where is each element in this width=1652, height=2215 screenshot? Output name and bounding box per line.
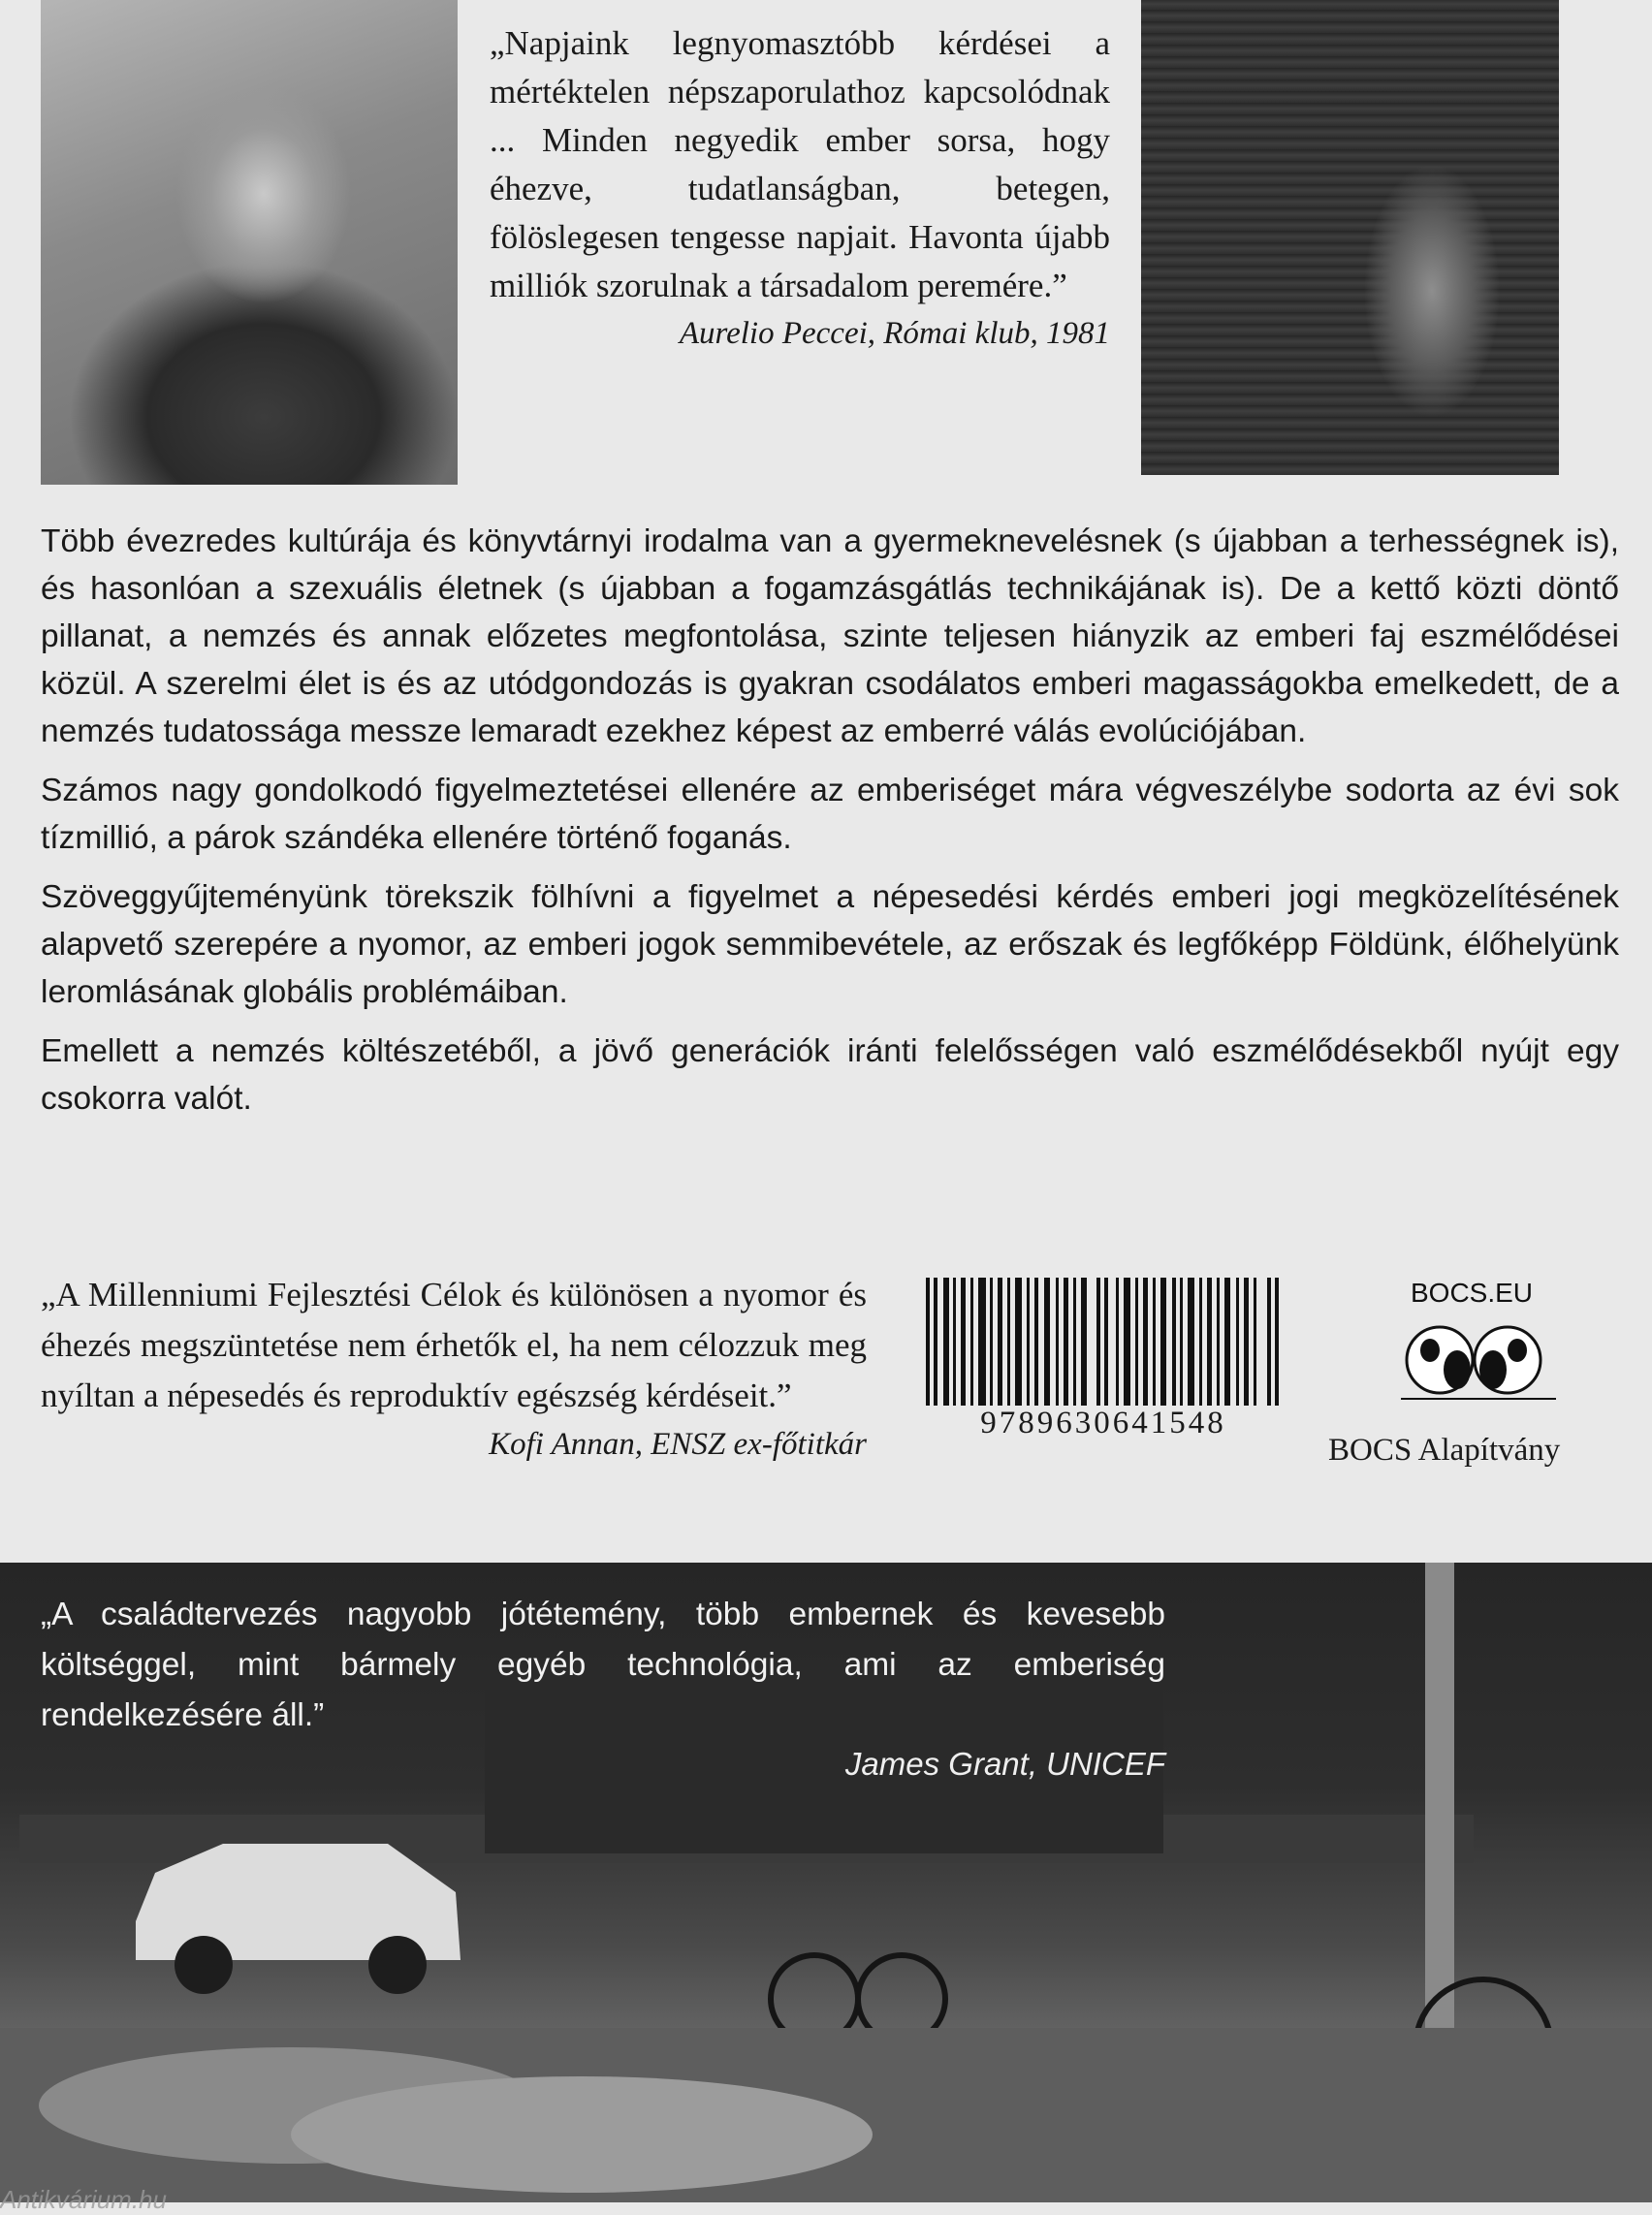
body-paragraph-1: Több évezredes kultúrája és könyvtárnyi irodalma van a gyermeknevelésnek (s újabban a terhességnek is), és hasonlóan a szexuális életnek (s újabban a fogamzásgátlás technikájának is). De a kettő közti döntő pillanat, a nemzés és annak előzetes megfontolása, szinte teljesen hiányzik az emberi faj eszmélődései közül. A szerelmi élet is és az utódgondozás is gyakran csodálatos emberi magasságokba emelkedett, de a nemzés tudatossága messze lemaradt ezekhez képest az emberré válás evolúciójában. [41, 523, 1619, 749]
bottom-quote [41, 1590, 1165, 1788]
top-quote-text: „Napjaink legnyomasztóbb kérdései a mértéktelen népszaporulathoz kapcsolódnak ... Minden negyedik ember sorsa, hogy éhezve, tudatlanságban, betegen, fölöslegesen tengesse napjait. Havonta újabb milliók szorulnak a társadalom peremére.” [490, 24, 1110, 304]
body-paragraph-3: Szöveggyűjteményünk törekszik fölhívni a figyelmet a népesedési kérdés emberi jogi megközelítésének alapvető szerepére a nyomor, az emberi jogok semmibevétele, az erőszak és legfőképp Földünk, élőhelyünk leromlásának globális problémáiban. [41, 879, 1619, 1010]
bocs-panda-logo [1401, 1273, 1556, 1408]
top-quote-attribution: Aurelio Peccei, Római klub, 1981 [679, 316, 1110, 351]
body-text [41, 518, 1619, 1134]
isbn-number: 9789630641548 [909, 1406, 1297, 1441]
top-quote [490, 19, 1110, 357]
mid-quote-attribution: Kofi Annan, ENSZ ex-főtitkár [489, 1427, 867, 1462]
bottom-quote-text: „A családtervezés nagyobb jótétemény, több embernek és kevesebb költséggel, mint bármely egyéb technológia, ami az emberiség rendelkezésére áll.” [41, 1597, 1165, 1733]
body-paragraph-2: Számos nagy gondolkodó figyelmeztetései ellenére az emberiséget mára végveszélybe sodorta az évi sok tízmillió, a párok szándéka ellenére történő foganás. [41, 773, 1619, 856]
bottom-quote-attribution: James Grant, UNICEF [844, 1746, 1165, 1782]
photo-child-by-water [1141, 0, 1559, 475]
logo-text: BOCS.EU [1411, 1278, 1534, 1308]
car [136, 1844, 461, 1994]
photo-child-portrait [41, 0, 458, 485]
body-paragraph-4: Emellett a nemzés költészetéből, a jövő generációk iránti felelősségen való eszmélődésekből nyújt egy csokorra valót. [41, 1033, 1619, 1117]
mid-quote [41, 1270, 867, 1468]
mid-quote-text: „A Millenniumi Fejlesztési Célok és különösen a nyomor és éhezés megszüntetése nem érhetők el, ha nem célozzuk meg nyíltan a népesedés és reproduktív egészség kérdéseit.” [41, 1276, 867, 1414]
organization-name: BOCS Alapítvány [1328, 1433, 1561, 1468]
watermark: Antikvárium.hu [0, 2185, 167, 2214]
